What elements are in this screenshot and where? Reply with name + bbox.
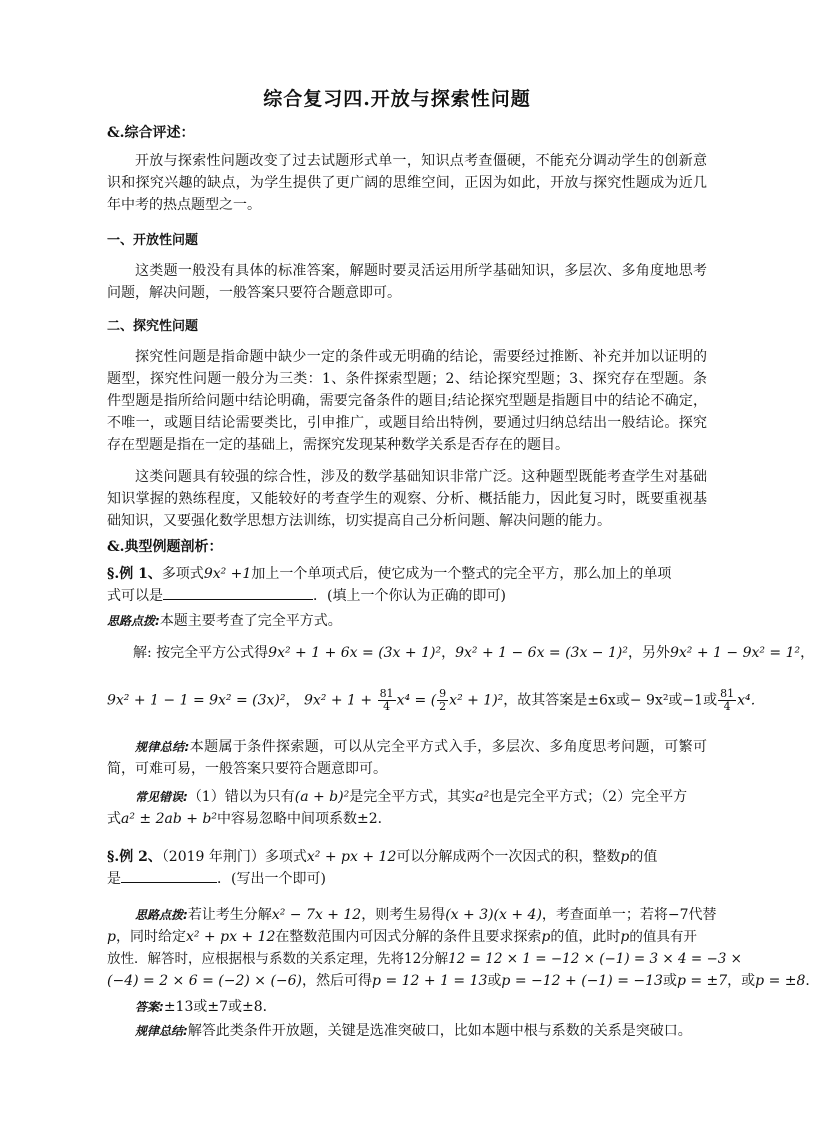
open-question-text: 这类题一般没有具体的标准答案，解题时要灵活运用所学基础知识，多层次、多角度地思考问题，解决问题，一般答案只要符合题意即可。 (107, 263, 707, 301)
fraction-81-4-answer: $\frac{81}{4}$ (720, 687, 735, 713)
example-1-solution-line-1: 解: 按完全平方公式得9x² + 1 + 6x = (3x + 1)²，9x² + 1 − 6x = (3x − 1)²，另外9x² + 1 − 9x² = 1²， (133, 645, 815, 661)
example-2-rule: 规律总结:解答此类条件开放题，关键是选准突破口，比如本题中根与系数的关系是突破口。 (135, 1023, 692, 1039)
answer-label: 答案: (135, 1000, 164, 1014)
hint-label: 思路点拨: (107, 614, 160, 628)
explore-question-text-2: 这类问题具有较强的综合性，涉及的数学基础知识非常广泛。这种题型既能考查学生对基础知识掌握的熟练程度，又能较好的考查学生的观察、分析、概括能力，因此复习时，既要重视基础知识，又要强化数学思想方法训练，切实提高自己分析问题、解决问题的能力。 (107, 469, 707, 529)
overview-heading: &.综合评述： (107, 125, 195, 141)
hint-label-2: 思路点拨: (135, 908, 188, 922)
overview-paragraph: 开放与探索性问题改变了过去试题形式单一，知识点考查僵硬，不能充分调动学生的创新意识和探究兴趣的缺点，为学生提供了更广阔的思维空间，正因为如此，开放与探究性题成为近几年中考的热点题型之一。 (107, 153, 707, 213)
example-1-solution-line-2: 9x² + 1 − 1 = 9x² = (3x)²， 9x² + 1 + $\frac{81}{4}$ x⁴ = ( $\frac{9}{2}$ x² + 1)²，故其答案是±6x或− 9x²或−1或 $\frac{81}{4}$ x⁴． (107, 687, 765, 713)
example-2-answer: 答案:±13或±7或±8． (135, 999, 277, 1015)
rule-label-2: 规律总结: (135, 1024, 188, 1038)
example-1-label: §.例 1、 (107, 566, 162, 582)
example-2-hint: 思路点拨:若让考生分解x² − 7x + 12，则考生易得(x + 3)(x + 4)，考查面单一；若将−7代替 p，同时给定x² + px + 12在整数范围内可因式分解的条件且要求探索p的值，此时p的值具有开 放性．解答时，应根据根与系数的关系定理，先将12分解12 = 12 × 1 = −12 × (−1) = 3 × 4 = −3 × (−4) = 2 × 6 = (−2) × (−6)，然后可得p = 12 + 1 = 13或p = −12 + (−1) = −13或p = ±7，或p = ±8． (107, 907, 819, 989)
explore-question-text-1: 探究性问题是指命题中缺少一定的条件或无明确的结论，需要经过推断、补充并加以证明的题型，探究性问题一般分为三类：1、条件探索型题；2、结论探究型题；3、探究存在型题。条件型题是指所给问题中结论明确，需要完备条件的题目;结论探究型题是指题目中的结论不确定，不唯一，或题目结论需要类比，引申推广，或题目给出特例，要通过归纳总结出一般结论。探究存在型题是指在一定的基础上，需探究发现某种数学关系是否存在的题目。 (107, 349, 707, 453)
open-question-heading: 一、开放性问题 (107, 233, 199, 248)
answer-blank-2 (121, 868, 217, 883)
fraction-9-2: $\frac{9}{2}$ (439, 687, 447, 713)
answer-blank (163, 585, 313, 600)
fraction-81-4: $\frac{81}{4}$ (379, 687, 394, 713)
example-1-hint: 思路点拨:本题主要考查了完全平方式。 (107, 613, 342, 629)
example-2-question: §.例 2、（2019 年荆门）多项式x² + px + 12可以分解成两个一次因式的积，整数p的值 是 ．(写出一个即可) (107, 849, 658, 887)
page-title: 综合复习四.开放与探索性问题 (263, 88, 531, 110)
example-1-question: §.例 1、多项式9x² +1加上一个单项式后，使它成为一个整式的完全平方，那么加上的单项 式可以是 ．(填上一个你认为正确的即可) (107, 566, 672, 604)
example-2-label: §.例 2、 (107, 849, 162, 865)
error-label: 常见错误: (135, 790, 188, 804)
rule-label: 规律总结: (135, 740, 190, 754)
example-1-rule: 规律总结:本题属于条件探索题，可以从完全平方式入手，多层次、多角度思考问题，可繁可简，可难可易，一般答案只要符合题意即可。 (107, 739, 707, 777)
example-1-common-errors: 常见错误:（1）错以为只有(a + b)²是完全平方式，其实a²也是完全平方式；（2）完全平方 式a² ± 2ab + b²中容易忽略中间项系数±2． (107, 789, 688, 827)
explore-question-heading: 二、探究性问题 (107, 319, 199, 334)
examples-heading: &.典型例题剖析： (107, 539, 223, 555)
